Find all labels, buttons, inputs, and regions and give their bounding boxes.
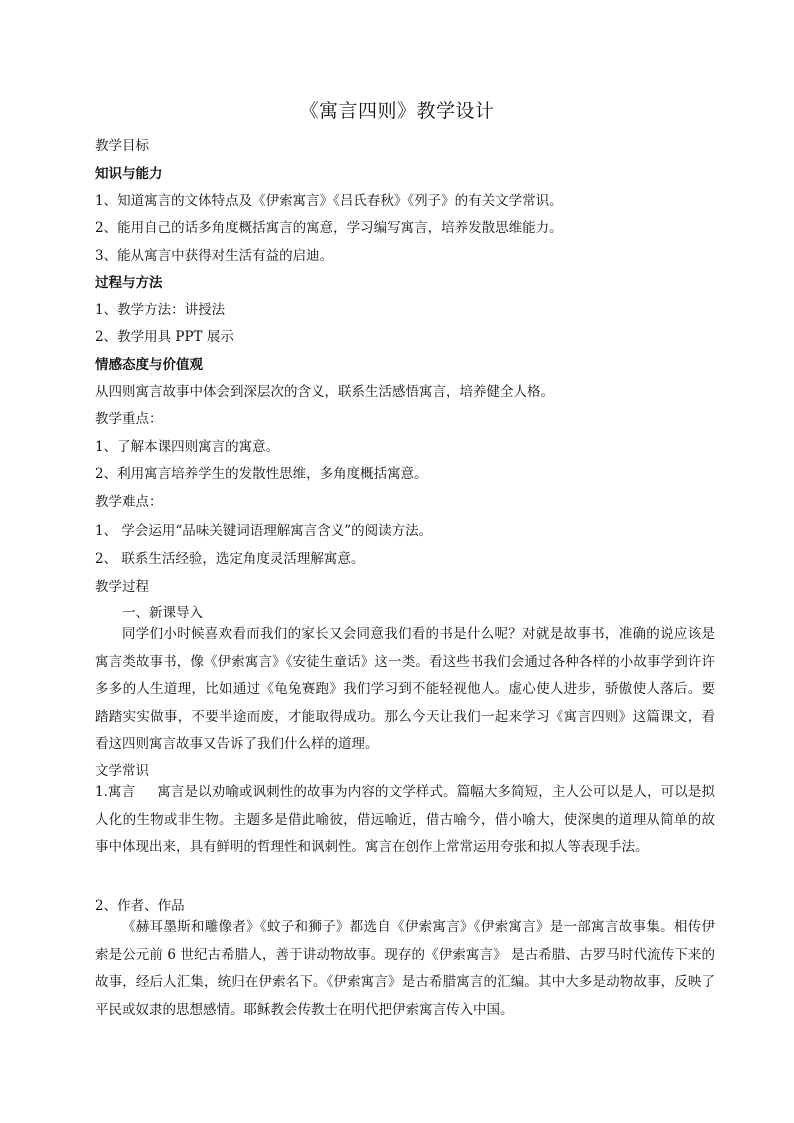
teaching-process-heading: 教学过程	[95, 579, 149, 595]
process-method-item-1: 1、教学方法：讲授法	[95, 302, 226, 318]
knowledge-item-1: 1、知道寓言的文体特点及《伊索寓言》《吕氏春秋》《列子》的有关文学常识。	[95, 193, 563, 209]
knowledge-heading: 知识与能力	[95, 166, 163, 182]
literary-item-2-text: 《赫耳墨斯和雕像者》《蚊子和狮子》都选自《伊索寓言》《伊索寓言》是一部寓言故事集。相传伊索是公元前 6 世纪古希腊人，善于讲动物故事。现存的《伊索寓言》 是古希腊、古罗马时代流传下来的故事，经后人汇集，统归在伊索名下。《伊索寓言》是古希腊寓言的汇编。其中大多是动物故事，反映了平民或奴隶的思想感情。耶稣教会传教士在明代把伊索寓言传入中国。	[95, 919, 715, 1018]
knowledge-item-3: 3、能从寓言中获得对生活有益的启迪。	[95, 248, 334, 264]
difficult-points-heading: 教学难点：	[95, 494, 163, 510]
new-lesson-text: 同学们小时候喜欢看而我们的家长又会同意我们看的书是什么呢？对就是故事书，准确的说应该是寓言类故事书，像《伊索寓言》《安徒生童话》这一类。看这些书我们会通过各种各样的小故事学到许许多多的人生道理，比如通过《龟兔赛跑》我们学习到不能轻视他人。虚心使人进步，骄傲使人落后。要踏踏实实做事，不要半途而废，才能取得成功。那么今天让我们一起来学习《寓言四则》这篇课文，看看这四则寓言故事又告诉了我们什么样的道理。	[95, 626, 715, 752]
literary-item-1	[95, 779, 715, 862]
literary-heading: 文学常识	[95, 763, 149, 779]
difficult-points-item-2: 2、 联系生活经验，选定角度灵活理解寓意。	[95, 551, 365, 567]
literary-item-1-text: 寓言是以劝喻或讽刺性的故事为内容的文学样式。篇幅大多简短，主人公可以是人，可以是拟人化的生物或非生物。主题多是借此喻彼，借远喻近，借古喻今，借小喻大，使深奥的道理从简单的故事中体现出来，具有鲜明的哲理性和讽刺性。寓言在创作上常常运用夸张和拟人等表现手法。	[95, 784, 715, 855]
key-points-item-2: 2、利用寓言培养学生的发散性思维，多角度概括寓意。	[95, 466, 428, 482]
new-lesson-heading: 一、新课导入	[122, 605, 203, 621]
literary-item-2-heading: 2、作者、作品	[95, 898, 185, 914]
difficult-points-item-1: 1、 学会运用“品味关键词语理解寓言含义”的阅读方法。	[95, 523, 433, 539]
objectives-heading: 教学目标	[95, 138, 149, 154]
process-method-item-2: 2、教学用具 PPT 展示	[95, 329, 234, 345]
emotion-text: 从四则寓言故事中体会到深层次的含义，联系生活感悟寓言，培养健全人格。	[95, 384, 554, 400]
key-points-item-1: 1、了解本课四则寓言的寓意。	[95, 439, 280, 455]
key-points-heading: 教学重点：	[95, 411, 163, 427]
process-method-heading: 过程与方法	[95, 275, 163, 291]
page-title: 《寓言四则》教学设计	[299, 100, 495, 122]
knowledge-item-2: 2、能用自己的话多角度概括寓言的寓意，学习编写寓言，培养发散思维能力。	[95, 220, 563, 236]
literary-item-1-label: 1.寓言	[95, 784, 136, 800]
emotion-heading: 情感态度与价值观	[95, 357, 203, 373]
